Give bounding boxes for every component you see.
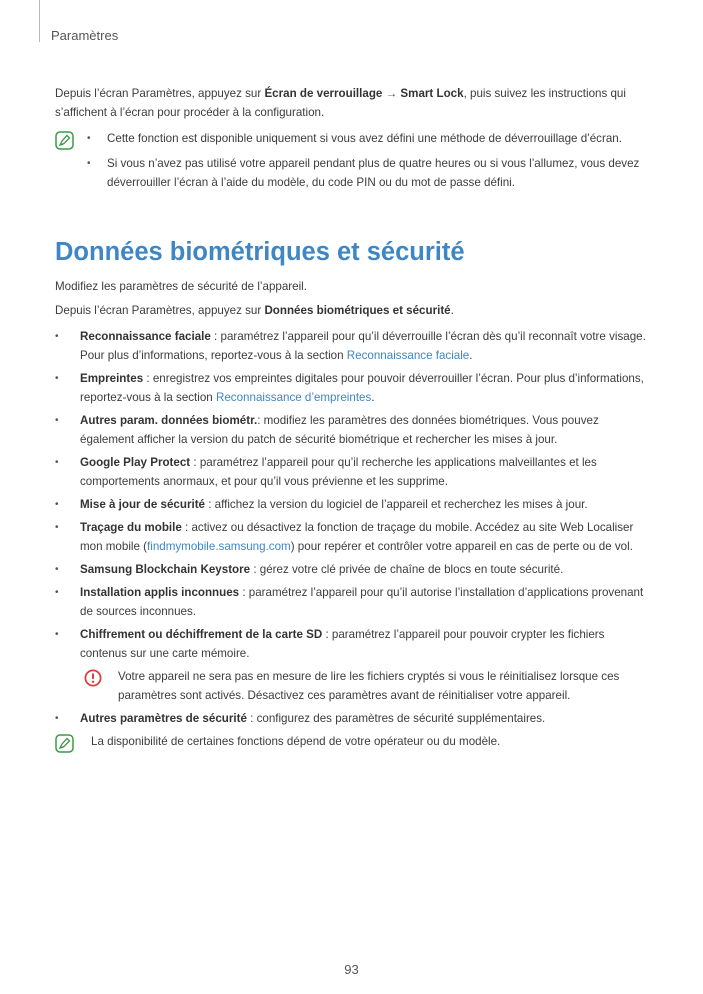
note-list <box>87 129 651 192</box>
note-text: La disponibilité de certaines fonctions dépend de votre opérateur ou du modèle. <box>91 735 501 748</box>
section-title: Données biométriques et sécurité <box>55 238 465 266</box>
list-item-blockchain-keystore: • Samsung Blockchain Keystore : gérez votre clé privée de chaîne de blocs en toute sécurité. <box>55 563 564 576</box>
list-item-security-update: • Mise à jour de sécurité : affichez la version du logiciel de l’appareil et recherchez les mises à jour. <box>55 498 588 511</box>
note-icon <box>55 734 74 753</box>
list-item-unknown-apps: • Installation applis inconnues : paramétrez l’appareil pour qu’il autorise l’installation d’applications provenant de sources inconnues. <box>55 586 644 618</box>
note-icon <box>55 131 74 150</box>
settings-list <box>55 327 651 728</box>
link-fingerprint-recognition[interactable]: Reconnaissance d’empreintes <box>215 391 372 404</box>
section-description: Modifiez les paramètres de sécurité de l’appareil. <box>55 280 307 293</box>
note-block <box>55 732 651 751</box>
page-number: 93 <box>344 962 359 977</box>
list-item-biometrics-settings: • Autres param. données biométr.: modifiez les paramètres des données biométriques. Vous pouvez également afficher la version du patch de sécurité biométrique et rechercher les mises à jour. <box>55 414 599 446</box>
list-item-other-security: • Autres paramètres de sécurité : configurez des paramètres de sécurité supplémentaires. <box>55 712 546 725</box>
note-item: • Cette fonction est disponible uniquement si vous avez défini une méthode de déverrouillage d’écran. <box>87 132 622 145</box>
list-item-face-recognition: • Reconnaissance faciale : paramétrez l’appareil pour qu’il déverrouille l’écran dès qu’il reconnaît votre visage. Pour plus d’informations, reportez-vous à la section Reconnaissance faciale. <box>55 330 646 362</box>
note-block <box>55 129 651 192</box>
link-findmymobile[interactable]: findmymobile.samsung.com <box>147 540 291 553</box>
link-face-recognition[interactable]: Reconnaissance faciale <box>346 349 470 362</box>
page-content <box>55 84 651 751</box>
list-item-find-my-mobile: • Traçage du mobile : activez ou désactivez la fonction de traçage du mobile. Accédez au site Web Localiser mon mobile (findmymobile.samsung.com) pour repérer et contrôler votre appareil en cas de perte ou de vol. <box>55 521 634 553</box>
caution-icon <box>84 669 102 687</box>
intro-paragraph: Depuis l’écran Paramètres, appuyez sur Écran de verrouillage → Smart Lock, puis suivez les instructions qui s’affichent à l’écran pour procéder à la configuration. <box>55 87 626 119</box>
warning-block <box>80 667 651 705</box>
warning-text: Votre appareil ne sera pas en mesure de lire les fichiers cryptés si vous le réinitialisez lorsque ces paramètres sont activés. Désactivez ces paramètres avant de réinitialiser votre appareil. <box>118 670 620 702</box>
section-instructions: Depuis l’écran Paramètres, appuyez sur Données biométriques et sécurité. <box>55 304 454 317</box>
header-divider <box>39 0 40 42</box>
list-item-google-play-protect: • Google Play Protect : paramétrez l’appareil pour qu’il recherche les applications malveillantes et les comportements anormaux, et pour qu’il vous prévienne et les supprime. <box>55 456 597 488</box>
page-header: Paramètres <box>51 28 119 43</box>
list-item-sd-encryption: • Chiffrement ou déchiffrement de la carte SD : paramétrez l’appareil pour pouvoir crypter les fichiers contenus sur une carte mémoire. Votre appareil ne sera pas en mesure de lire les fichiers cryptés si vous le réinitialisez lorsque ces paramètres sont activés. Désactivez ces paramètres avant de réinitialiser votre appareil. <box>55 625 651 705</box>
note-item: • Si vous n’avez pas utilisé votre appareil pendant plus de quatre heures ou si vous l’allumez, vous devez déverrouiller l’écran à l’aide du modèle, du code PIN ou du mot de passe défini. <box>87 157 640 189</box>
list-item-fingerprints: • Empreintes : enregistrez vos empreintes digitales pour pouvoir déverrouiller l’écran. Pour plus d’informations, reportez-vous à la section Reconnaissance d’empreintes. <box>55 372 644 404</box>
